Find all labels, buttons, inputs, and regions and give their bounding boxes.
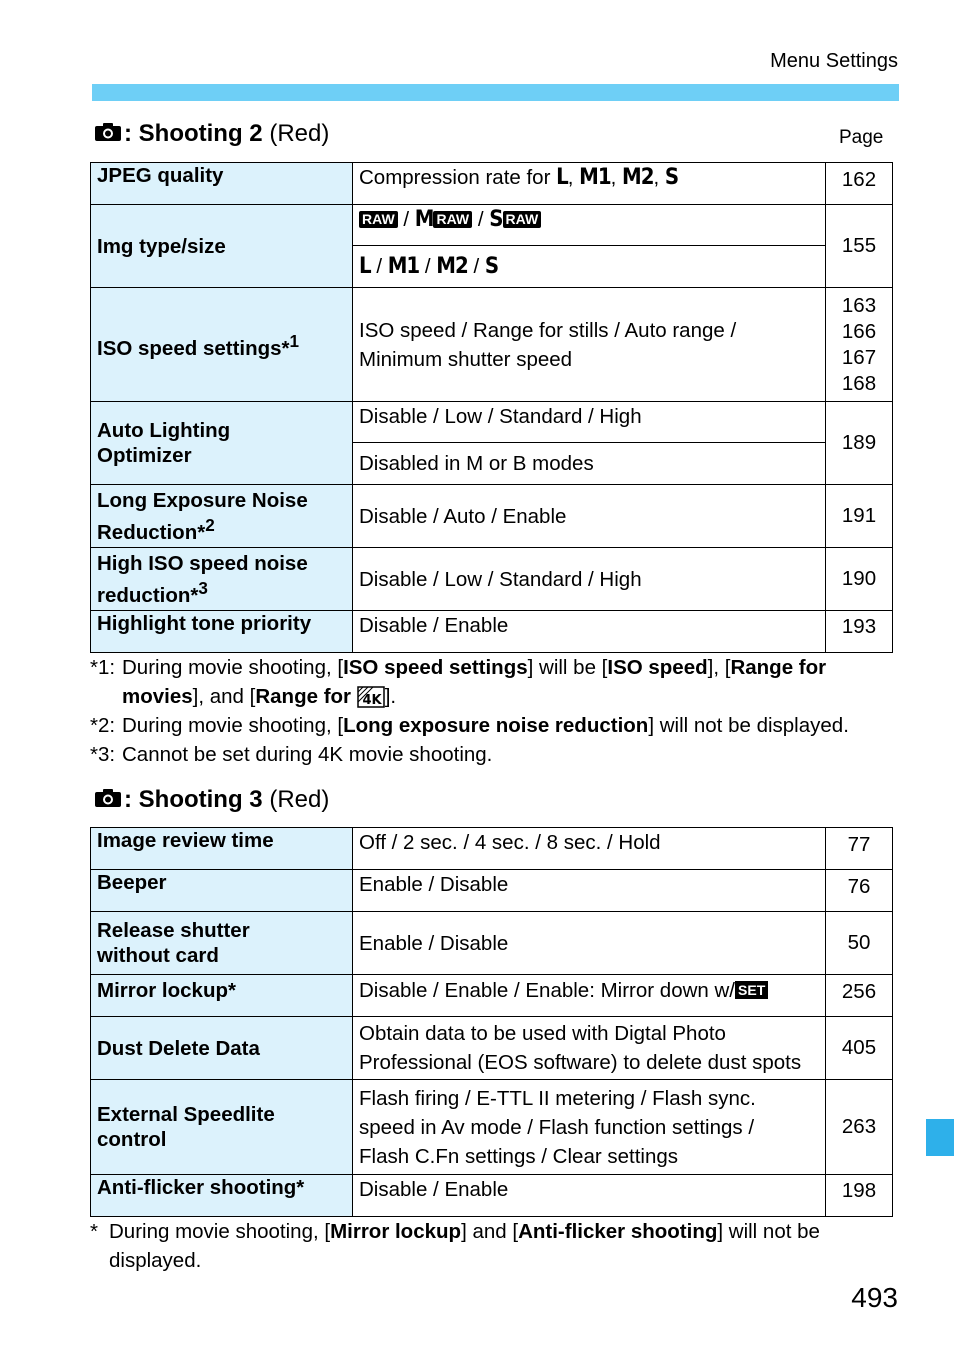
table-row — [91, 1017, 893, 1080]
row-name-long-exposure-nr: Long Exposure Noise Reduction*$^2$ — [91, 485, 353, 548]
row-name-dust-delete-data: Dust Delete Data — [91, 1017, 353, 1080]
section-title-text: : Shooting 2 — [124, 120, 263, 147]
section-title-suffix: (Red) — [262, 786, 330, 813]
row-page-image-review-time: 77 — [826, 828, 893, 870]
row-page-anti-flicker: 198 — [826, 1175, 893, 1217]
row-page-mirror-lockup: 256 — [826, 975, 893, 1017]
footnote-1: *1: During movie shooting, [ISO speed settings] will be [ISO speed], [Range for movies], and [Range for 4K ]. — [90, 656, 827, 708]
shooting-2-table — [90, 162, 893, 653]
shooting-3-table — [90, 827, 893, 1217]
movie-4k-icon — [357, 686, 385, 708]
row-desc-highlight-tone-priority: Disable / Enable — [353, 611, 826, 653]
row-page-auto-lighting-optimizer: 189 — [826, 402, 893, 485]
row-desc-mirror-lockup: Disable / Enable / Enable: Mirror down w/ SET — [353, 975, 826, 1017]
table-row — [91, 402, 893, 443]
row-page-img-type-size: 155 — [826, 205, 893, 288]
row-page-long-exposure-nr: 191 — [826, 485, 893, 548]
row-desc-alo-disabled-modes: Disabled in M or B modes — [353, 443, 826, 485]
table-row — [91, 1175, 893, 1217]
row-desc-iso-speed-settings: ISO speed / Range for stills / Auto range / Minimum shutter speed — [353, 288, 826, 402]
table-row — [91, 485, 893, 548]
row-name-img-type-size: Img type/size — [91, 205, 353, 288]
size-m-icon: M — [414, 207, 434, 232]
row-desc-external-speedlite: Flash firing / E-TTL II metering / Flash sync. speed in Av mode / Flash function settings / Flash C.Fn settings / Clear settings — [353, 1080, 826, 1175]
row-name-image-review-time: Image review time — [91, 828, 353, 870]
size-m2-icon: M2 — [436, 254, 468, 279]
row-desc-dust-delete-data: Obtain data to be used with Digtal Photo Professional (EOS software) to delete dust spots — [353, 1017, 826, 1080]
table-row — [91, 912, 893, 975]
row-desc-jpeg-quality: Compression rate for L, M1, M2, S — [353, 163, 826, 205]
footnote-3: *3: Cannot be set during 4K movie shooting. — [90, 743, 493, 766]
row-name-mirror-lockup: Mirror lockup* — [91, 975, 353, 1017]
camera-icon — [94, 788, 122, 808]
size-s-icon: S — [489, 207, 503, 232]
table-row — [91, 828, 893, 870]
size-s-icon: S — [484, 254, 499, 279]
raw-icon: RAW — [503, 211, 542, 228]
raw-icon: RAW — [359, 211, 398, 228]
row-name-high-iso-nr: High ISO speed noise reduction*$^3$ — [91, 548, 353, 611]
row-name-anti-flicker: Anti-flicker shooting* — [91, 1175, 353, 1217]
row-desc-release-shutter: Enable / Disable — [353, 912, 826, 975]
section-title-shooting-2 — [94, 120, 329, 148]
table-row — [91, 548, 893, 611]
chapter-side-tab — [926, 1119, 954, 1156]
row-desc-beeper: Enable / Disable — [353, 870, 826, 912]
section-title-text: : Shooting 3 — [124, 786, 263, 813]
row-name-highlight-tone-priority: Highlight tone priority — [91, 611, 353, 653]
size-m2-icon: M2 — [622, 165, 654, 190]
row-page-high-iso-nr: 190 — [826, 548, 893, 611]
footnote-2: *2: During movie shooting, [Long exposure noise reduction] will not be displayed. — [90, 714, 849, 737]
row-name-iso-speed-settings: ISO speed settings*$^1$ — [91, 288, 353, 402]
row-page-highlight-tone-priority: 193 — [826, 611, 893, 653]
camera-icon — [94, 122, 122, 142]
row-name-beeper: Beeper — [91, 870, 353, 912]
page-number: 493 — [851, 1282, 898, 1313]
raw-icon: RAW — [433, 211, 472, 228]
table-row — [91, 870, 893, 912]
size-m1-icon: M1 — [387, 254, 420, 279]
size-m1-icon: M1 — [579, 165, 611, 190]
table-row — [91, 163, 893, 205]
row-desc-anti-flicker: Disable / Enable — [353, 1175, 826, 1217]
row-name-jpeg-quality: JPEG quality — [91, 163, 353, 205]
table-row — [91, 288, 893, 402]
row-desc-jpeg-sizes: L / M1 / M2 / S — [353, 246, 826, 288]
section-title-shooting-3 — [94, 786, 329, 814]
row-page-release-shutter: 50 — [826, 912, 893, 975]
row-page-jpeg-quality: 162 — [826, 163, 893, 205]
row-desc-raw-options: RAW / M RAW / S RAW — [353, 205, 826, 246]
row-desc-high-iso-nr: Disable / Low / Standard / High — [353, 548, 826, 611]
row-desc-image-review-time: Off / 2 sec. / 4 sec. / 8 sec. / Hold — [353, 828, 826, 870]
row-page-beeper: 76 — [826, 870, 893, 912]
row-desc-alo-levels: Disable / Low / Standard / High — [353, 402, 826, 443]
row-name-release-shutter: Release shutter without card — [91, 912, 353, 975]
table-row — [91, 975, 893, 1017]
section-title-suffix: (Red) — [262, 120, 330, 147]
size-s-icon: S — [664, 165, 679, 190]
row-name-external-speedlite: External Speedlite control — [91, 1080, 353, 1175]
header-accent-bar — [92, 84, 899, 101]
row-desc-long-exposure-nr: Disable / Auto / Enable — [353, 485, 826, 548]
header-label: Menu Settings — [770, 50, 898, 72]
table-row — [91, 611, 893, 653]
footnote-shooting-3: * During movie shooting, [Mirror lockup] and [Anti-flicker shooting] will not be displayed. — [90, 1220, 820, 1272]
row-name-auto-lighting-optimizer: Auto Lighting Optimizer — [91, 402, 353, 485]
table-row — [91, 205, 893, 246]
row-page-external-speedlite: 263 — [826, 1080, 893, 1175]
size-l-icon: L — [556, 165, 568, 190]
set-button-icon: SET — [735, 981, 768, 999]
size-l-icon: L — [359, 254, 371, 279]
table-row — [91, 1080, 893, 1175]
page-column-label: Page — [839, 127, 884, 148]
row-page-dust-delete-data: 405 — [826, 1017, 893, 1080]
row-page-iso-speed-settings: 163 166 167 168 — [826, 288, 893, 402]
svg-text:4K: 4K — [362, 693, 382, 708]
